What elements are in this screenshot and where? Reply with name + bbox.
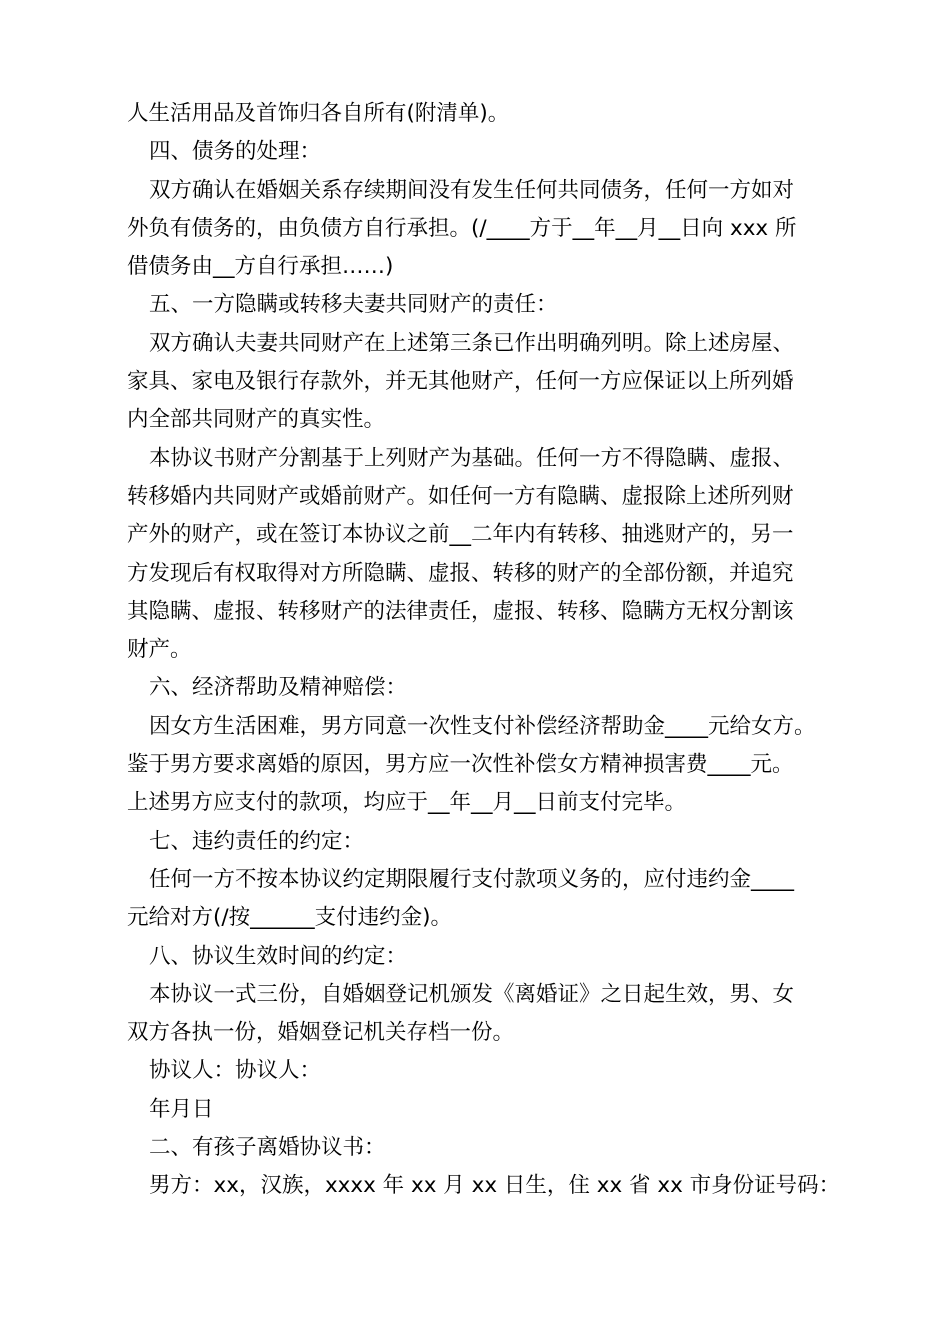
text-line: 产外的财产，或在签订本协议之前__二年内有转移、抽逃财产的，另一 xyxy=(127,522,794,548)
text-line: 双方各执一份，婚姻登记机关存档一份。 xyxy=(127,1020,515,1046)
text-line: 转移婚内共同财产或婚前财产。如任何一方有隐瞒、虚报除上述所列财 xyxy=(127,483,794,509)
text-line: 借债务由__方自行承担……) xyxy=(127,254,394,280)
text-line: 外负有债务的，由负债方自行承担。(/____方于__年__月__日向 xxx 所 xyxy=(127,215,797,241)
text-line: 财产。 xyxy=(127,637,192,663)
text-line: 内全部共同财产的真实性。 xyxy=(127,407,386,433)
text-line: 五、一方隐瞒或转移夫妻共同财产的责任： xyxy=(149,292,558,318)
text-line: 八、协议生效时间的约定： xyxy=(149,943,408,969)
text-line: 元给对方(/按______支付违约金)。 xyxy=(127,905,453,931)
text-line: 本协议一式三份，自婚姻登记机颁发《离婚证》之日起生效，男、女 xyxy=(149,981,795,1007)
text-line: 鉴于男方要求离婚的原因，男方应一次性补偿女方精神损害费____元。 xyxy=(127,752,794,778)
text-line: 因女方生活困难，男方同意一次性支付补偿经济帮助金____元给女方。 xyxy=(149,713,816,739)
text-line: 协议人：协议人： xyxy=(149,1058,322,1084)
text-line: 男方：xx，汉族，xxxx 年 xx 月 xx 日生，住 xx 省 xx 市身份证号码： xyxy=(149,1173,841,1199)
text-line: 双方确认在婚姻关系存续期间没有发生任何共同债务，任何一方如对 xyxy=(149,177,795,203)
text-line: 七、违约责任的约定： xyxy=(149,828,365,854)
document-body xyxy=(127,95,841,1206)
text-line: 任何一方不按本协议约定期限履行支付款项义务的，应付违约金____ xyxy=(149,866,795,892)
text-line: 本协议书财产分割基于上列财产为基础。任何一方不得隐瞒、虚报、 xyxy=(149,445,795,471)
text-line: 家具、家电及银行存款外，并无其他财产，任何一方应保证以上所列婚 xyxy=(127,369,794,395)
text-line: 四、债务的处理： xyxy=(149,139,322,165)
text-line: 双方确认夫妻共同财产在上述第三条已作出明确列明。除上述房屋、 xyxy=(149,330,795,356)
text-line: 六、经济帮助及精神赔偿： xyxy=(149,675,408,701)
text-line: 二、有孩子离婚协议书： xyxy=(149,1135,386,1161)
text-line: 方发现后有权取得对方所隐瞒、虚报、转移的财产的全部份额，并追究 xyxy=(127,560,794,586)
text-line: 人生活用品及首饰归各自所有(附清单)。 xyxy=(127,101,510,126)
text-line: 其隐瞒、虚报、转移财产的法律责任，虚报、转移、隐瞒方无权分割该 xyxy=(127,598,794,624)
text-line: 年月日 xyxy=(149,1096,214,1122)
text-line: 上述男方应支付的款项，均应于__年__月__日前支付完毕。 xyxy=(127,790,687,816)
